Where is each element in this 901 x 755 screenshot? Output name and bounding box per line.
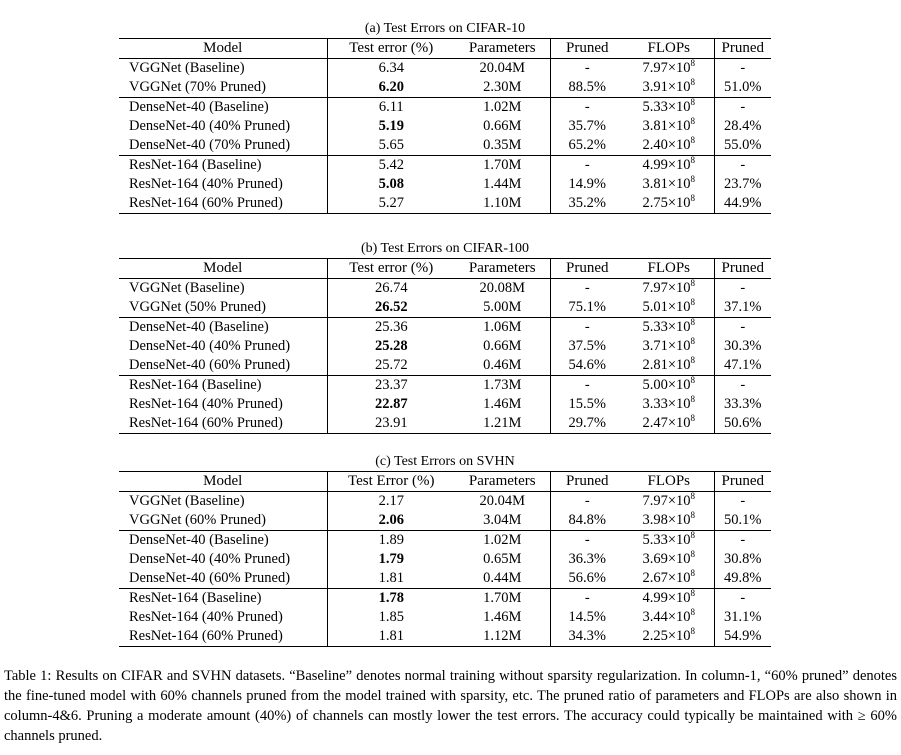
column-header: FLOPs xyxy=(624,259,714,279)
results-table xyxy=(119,38,771,214)
flops-exponent: 8 xyxy=(690,136,696,145)
flops-mantissa: 2.67 xyxy=(642,570,668,586)
flops-pruned-cell: - xyxy=(714,318,771,338)
parameters-cell: 0.44M xyxy=(455,569,550,589)
flops-exponent: 8 xyxy=(690,511,696,520)
flops-times: ×10 xyxy=(667,532,691,548)
flops-pruned-cell: - xyxy=(714,589,771,609)
flops-times: ×10 xyxy=(667,570,691,586)
flops-mantissa: 5.00 xyxy=(642,377,668,393)
flops-cell xyxy=(624,414,714,434)
params-pruned-cell: 34.3% xyxy=(550,627,624,647)
flops-exponent: 8 xyxy=(690,155,696,165)
params-pruned-cell: - xyxy=(584,60,590,76)
table-row xyxy=(119,550,771,569)
flops-pruned-cell: - xyxy=(740,60,746,76)
column-header: Pruned xyxy=(550,259,624,279)
parameters-cell: 3.04M xyxy=(455,511,550,531)
flops-exponent: 8 xyxy=(690,337,696,346)
flops-times: ×10 xyxy=(667,79,691,95)
flops-mantissa: 3.33 xyxy=(642,396,668,412)
column-header: Pruned xyxy=(714,259,771,279)
test-error-cell: 5.08 xyxy=(378,176,404,192)
test-error-cell: 26.74 xyxy=(374,280,408,296)
flops-cell xyxy=(624,356,714,376)
flops-pruned-cell: 50.6% xyxy=(714,414,771,434)
table-row xyxy=(119,298,771,318)
flops-mantissa: 3.69 xyxy=(642,551,668,567)
flops-exponent: 8 xyxy=(690,550,696,559)
params-pruned-cell: 36.3% xyxy=(568,551,606,567)
flops-cell xyxy=(624,59,714,79)
params-pruned-cell: 84.8% xyxy=(568,512,606,528)
flops-mantissa: 5.33 xyxy=(642,99,668,115)
flops-pruned-cell: 30.8% xyxy=(724,551,762,567)
flops-cell xyxy=(624,627,714,647)
test-error-cell: 1.89 xyxy=(327,531,455,551)
flops-cell xyxy=(624,492,714,512)
column-header: Parameters xyxy=(455,472,550,492)
flops-pruned-cell: - xyxy=(714,98,771,118)
flops-mantissa: 5.33 xyxy=(642,532,668,548)
flops-times: ×10 xyxy=(667,319,691,335)
column-header: Pruned xyxy=(714,472,771,492)
params-pruned-cell: - xyxy=(584,493,590,509)
parameters-cell: 1.46M xyxy=(455,395,550,414)
model-cell: ResNet-164 (Baseline) xyxy=(119,589,327,609)
table-row xyxy=(119,414,771,434)
column-header: Test error (%) xyxy=(327,259,455,279)
params-pruned-cell: 37.5% xyxy=(568,338,606,354)
model-cell: ResNet-164 (60% Pruned) xyxy=(119,414,327,434)
flops-pruned-cell: 30.3% xyxy=(724,338,762,354)
table-row xyxy=(119,318,771,338)
params-pruned-cell: 14.5% xyxy=(568,609,606,625)
parameters-cell: 0.46M xyxy=(455,356,550,376)
test-error-cell: 22.87 xyxy=(374,396,408,412)
params-pruned-cell: 15.5% xyxy=(568,396,606,412)
column-header: Model xyxy=(119,259,327,279)
table-title: (c) Test Errors on SVHN xyxy=(375,454,515,469)
column-header: Pruned xyxy=(714,39,771,59)
table-row xyxy=(119,376,771,396)
test-error-cell: 1.81 xyxy=(378,570,404,586)
flops-cell xyxy=(624,279,714,299)
model-cell: ResNet-164 (60% Pruned) xyxy=(119,627,327,647)
flops-times: ×10 xyxy=(667,157,691,173)
flops-cell xyxy=(624,395,714,414)
parameters-cell: 0.35M xyxy=(455,136,550,156)
column-header: FLOPs xyxy=(624,472,714,492)
params-pruned-cell: 56.6% xyxy=(568,570,606,586)
flops-mantissa: 3.81 xyxy=(642,176,668,192)
model-cell: ResNet-164 (40% Pruned) xyxy=(119,608,327,627)
model-cell: DenseNet-40 (70% Pruned) xyxy=(119,136,327,156)
params-pruned-cell: - xyxy=(550,589,624,609)
parameters-cell: 20.04M xyxy=(455,59,550,79)
flops-pruned-cell: - xyxy=(714,376,771,396)
flops-times: ×10 xyxy=(667,357,691,373)
parameters-cell: 0.65M xyxy=(455,550,550,569)
model-cell: DenseNet-40 (Baseline) xyxy=(119,98,327,118)
flops-pruned-cell: 33.3% xyxy=(724,396,762,412)
test-error-cell: 5.65 xyxy=(378,137,404,153)
flops-times: ×10 xyxy=(667,590,691,606)
header-row xyxy=(119,39,771,59)
flops-mantissa: 3.81 xyxy=(642,118,668,134)
flops-cell xyxy=(624,156,714,176)
model-cell: VGGNet (60% Pruned) xyxy=(119,511,327,531)
flops-pruned-cell: 47.1% xyxy=(724,357,762,373)
model-cell: VGGNet (Baseline) xyxy=(119,492,327,512)
flops-exponent: 8 xyxy=(690,298,696,307)
flops-pruned-cell: - xyxy=(714,156,771,176)
params-pruned-cell: - xyxy=(550,156,624,176)
flops-times: ×10 xyxy=(667,299,691,315)
flops-times: ×10 xyxy=(667,118,691,134)
parameters-cell: 1.02M xyxy=(455,98,550,118)
test-error-cell: 1.79 xyxy=(378,551,404,567)
params-pruned-cell: - xyxy=(550,98,624,118)
model-cell: DenseNet-40 (40% Pruned) xyxy=(119,550,327,569)
parameters-cell: 1.73M xyxy=(455,376,550,396)
flops-cell xyxy=(624,337,714,356)
column-header: Test Error (%) xyxy=(327,472,455,492)
parameters-cell: 1.10M xyxy=(455,194,550,214)
test-error-cell: 25.28 xyxy=(374,338,408,354)
flops-cell xyxy=(624,298,714,318)
flops-cell xyxy=(624,550,714,569)
test-error-cell: 2.17 xyxy=(378,493,404,509)
flops-cell xyxy=(624,78,714,98)
flops-mantissa: 2.75 xyxy=(642,195,668,211)
model-cell: ResNet-164 (60% Pruned) xyxy=(119,194,327,214)
table-row xyxy=(119,117,771,136)
flops-cell xyxy=(624,318,714,338)
table-row xyxy=(119,194,771,214)
table-row xyxy=(119,279,771,299)
params-pruned-cell: 14.9% xyxy=(568,176,606,192)
test-error-cell: 5.42 xyxy=(327,156,455,176)
table-row xyxy=(119,156,771,176)
parameters-cell: 1.02M xyxy=(455,531,550,551)
params-pruned-cell: 75.1% xyxy=(568,299,606,315)
flops-exponent: 8 xyxy=(690,395,696,404)
flops-mantissa: 3.98 xyxy=(642,512,668,528)
column-header: Test error (%) xyxy=(327,39,455,59)
flops-cell xyxy=(624,98,714,118)
table-cifar100 xyxy=(119,240,771,434)
params-pruned-cell: 88.5% xyxy=(568,79,606,95)
flops-pruned-cell: 51.0% xyxy=(724,79,762,95)
test-error-cell: 1.81 xyxy=(327,627,455,647)
parameters-cell: 20.08M xyxy=(455,279,550,299)
flops-cell xyxy=(624,589,714,609)
params-pruned-cell: 35.7% xyxy=(568,118,606,134)
flops-exponent: 8 xyxy=(690,78,696,87)
parameters-cell: 0.66M xyxy=(455,117,550,136)
flops-cell xyxy=(624,569,714,589)
flops-times: ×10 xyxy=(667,628,691,644)
flops-times: ×10 xyxy=(667,195,691,211)
params-pruned-cell: - xyxy=(550,318,624,338)
flops-exponent: 8 xyxy=(690,375,696,385)
table-row xyxy=(119,492,771,512)
flops-mantissa: 2.25 xyxy=(642,628,668,644)
flops-mantissa: 7.97 xyxy=(642,280,668,296)
test-error-cell: 23.91 xyxy=(327,414,455,434)
parameters-cell: 1.46M xyxy=(455,608,550,627)
test-error-cell: 5.27 xyxy=(327,194,455,214)
flops-exponent: 8 xyxy=(690,58,696,68)
table-row xyxy=(119,511,771,531)
flops-cell xyxy=(624,531,714,551)
model-cell: ResNet-164 (40% Pruned) xyxy=(119,175,327,194)
parameters-cell: 1.70M xyxy=(455,589,550,609)
table-row xyxy=(119,337,771,356)
test-error-cell: 23.37 xyxy=(327,376,455,396)
column-header: Parameters xyxy=(455,39,550,59)
flops-pruned-cell: 55.0% xyxy=(724,137,762,153)
table-row xyxy=(119,98,771,118)
table-cifar10 xyxy=(119,20,771,214)
flops-pruned-cell: - xyxy=(740,280,746,296)
model-cell: DenseNet-40 (60% Pruned) xyxy=(119,356,327,376)
table-row xyxy=(119,136,771,156)
parameters-cell: 1.06M xyxy=(455,318,550,338)
test-error-cell: 6.11 xyxy=(327,98,455,118)
flops-cell xyxy=(624,175,714,194)
flops-times: ×10 xyxy=(667,493,691,509)
model-cell: DenseNet-40 (60% Pruned) xyxy=(119,569,327,589)
parameters-cell: 1.44M xyxy=(455,175,550,194)
params-pruned-cell: - xyxy=(550,376,624,396)
column-header: FLOPs xyxy=(624,39,714,59)
flops-exponent: 8 xyxy=(690,175,696,184)
parameters-cell: 20.04M xyxy=(455,492,550,512)
flops-mantissa: 2.81 xyxy=(642,357,668,373)
flops-exponent: 8 xyxy=(690,317,696,327)
table-title: (b) Test Errors on CIFAR-100 xyxy=(360,241,530,256)
column-header: Model xyxy=(119,472,327,492)
model-cell: DenseNet-40 (40% Pruned) xyxy=(119,337,327,356)
flops-pruned-cell: - xyxy=(714,531,771,551)
table-row xyxy=(119,59,771,79)
flops-pruned-cell: 28.4% xyxy=(724,118,762,134)
flops-times: ×10 xyxy=(667,609,691,625)
params-pruned-cell: 35.2% xyxy=(550,194,624,214)
flops-cell xyxy=(624,376,714,396)
flops-cell xyxy=(624,136,714,156)
table-row xyxy=(119,395,771,414)
flops-exponent: 8 xyxy=(690,117,696,126)
flops-mantissa: 7.97 xyxy=(642,493,668,509)
flops-pruned-cell: 31.1% xyxy=(724,609,762,625)
results-table xyxy=(119,471,771,647)
flops-pruned-cell: 23.7% xyxy=(724,176,762,192)
flops-mantissa: 4.99 xyxy=(642,590,668,606)
parameters-cell: 5.00M xyxy=(455,298,550,318)
flops-times: ×10 xyxy=(667,137,691,153)
table-svhn xyxy=(119,453,771,647)
params-pruned-cell: - xyxy=(584,280,590,296)
test-error-cell: 1.85 xyxy=(378,609,404,625)
model-cell: ResNet-164 (Baseline) xyxy=(119,156,327,176)
table-row xyxy=(119,175,771,194)
parameters-cell: 1.70M xyxy=(455,156,550,176)
parameters-cell: 2.30M xyxy=(455,78,550,98)
params-pruned-cell: 29.7% xyxy=(550,414,624,434)
flops-exponent: 8 xyxy=(690,194,696,203)
parameters-cell: 0.66M xyxy=(455,337,550,356)
model-cell: DenseNet-40 (Baseline) xyxy=(119,318,327,338)
test-error-cell: 1.78 xyxy=(327,589,455,609)
flops-pruned-cell: 54.9% xyxy=(714,627,771,647)
flops-times: ×10 xyxy=(667,551,691,567)
table-row xyxy=(119,78,771,98)
flops-mantissa: 3.91 xyxy=(642,79,668,95)
flops-pruned-cell: 37.1% xyxy=(724,299,762,315)
model-cell: DenseNet-40 (40% Pruned) xyxy=(119,117,327,136)
flops-times: ×10 xyxy=(667,280,691,296)
column-header: Pruned xyxy=(550,39,624,59)
parameters-cell: 1.21M xyxy=(455,414,550,434)
flops-exponent: 8 xyxy=(690,588,696,598)
model-cell: VGGNet (Baseline) xyxy=(119,279,327,299)
results-table xyxy=(119,258,771,434)
flops-mantissa: 5.01 xyxy=(642,299,668,315)
test-error-cell: 6.20 xyxy=(378,79,404,95)
flops-times: ×10 xyxy=(667,396,691,412)
table-row xyxy=(119,627,771,647)
flops-exponent: 8 xyxy=(690,569,696,578)
test-error-cell: 26.52 xyxy=(374,299,408,315)
test-error-cell: 25.72 xyxy=(374,357,408,373)
flops-mantissa: 3.71 xyxy=(642,338,668,354)
flops-exponent: 8 xyxy=(690,278,696,288)
model-cell: ResNet-164 (Baseline) xyxy=(119,376,327,396)
table-row xyxy=(119,569,771,589)
flops-times: ×10 xyxy=(667,415,691,431)
model-cell: VGGNet (70% Pruned) xyxy=(119,78,327,98)
flops-mantissa: 2.47 xyxy=(642,415,668,431)
flops-exponent: 8 xyxy=(690,491,696,501)
column-header: Parameters xyxy=(455,259,550,279)
flops-pruned-cell: 50.1% xyxy=(724,512,762,528)
test-error-cell: 25.36 xyxy=(327,318,455,338)
flops-cell xyxy=(624,511,714,531)
table-title: (a) Test Errors on CIFAR-10 xyxy=(364,21,526,36)
flops-mantissa: 3.44 xyxy=(642,609,668,625)
flops-exponent: 8 xyxy=(690,414,696,423)
table-row xyxy=(119,589,771,609)
test-error-cell: 6.34 xyxy=(378,60,404,76)
flops-mantissa: 5.33 xyxy=(642,319,668,335)
flops-times: ×10 xyxy=(667,99,691,115)
flops-exponent: 8 xyxy=(690,530,696,540)
flops-times: ×10 xyxy=(667,377,691,393)
model-cell: VGGNet (50% Pruned) xyxy=(119,298,327,318)
model-cell: DenseNet-40 (Baseline) xyxy=(119,531,327,551)
table-caption: Table 1: Results on CIFAR and SVHN datasets. “Baseline” denotes normal training without sparsity regularization. In column-1, “60% pruned” denotes the fine-tuned model with 60% channels pruned from the model trained with sparsity, etc. The pruned ratio of parameters and FLOPs are also shown in column-4&6. Pruning a moderate amount (40%) of channels can mostly lower the test errors. The accuracy could typically be maintained with ≥ 60% channels pruned. xyxy=(4,668,897,744)
test-error-cell: 5.19 xyxy=(378,118,404,134)
flops-pruned-cell: 44.9% xyxy=(714,194,771,214)
flops-times: ×10 xyxy=(667,338,691,354)
flops-exponent: 8 xyxy=(690,97,696,107)
column-header: Model xyxy=(119,39,327,59)
flops-exponent: 8 xyxy=(690,627,696,636)
params-pruned-cell: 65.2% xyxy=(568,137,606,153)
table-row xyxy=(119,608,771,627)
flops-exponent: 8 xyxy=(690,356,696,365)
header-row xyxy=(119,472,771,492)
params-pruned-cell: 54.6% xyxy=(568,357,606,373)
flops-times: ×10 xyxy=(667,512,691,528)
params-pruned-cell: - xyxy=(550,531,624,551)
table-row xyxy=(119,531,771,551)
parameters-cell: 1.12M xyxy=(455,627,550,647)
header-row xyxy=(119,259,771,279)
flops-cell xyxy=(624,194,714,214)
table-row xyxy=(119,356,771,376)
flops-cell xyxy=(624,117,714,136)
flops-mantissa: 4.99 xyxy=(642,157,668,173)
flops-exponent: 8 xyxy=(690,608,696,617)
flops-cell xyxy=(624,608,714,627)
model-cell: VGGNet (Baseline) xyxy=(119,59,327,79)
test-error-cell: 2.06 xyxy=(378,512,404,528)
flops-pruned-cell: - xyxy=(740,493,746,509)
flops-times: ×10 xyxy=(667,176,691,192)
flops-pruned-cell: 49.8% xyxy=(724,570,762,586)
flops-mantissa: 2.40 xyxy=(642,137,668,153)
flops-mantissa: 7.97 xyxy=(642,60,668,76)
column-header: Pruned xyxy=(550,472,624,492)
model-cell: ResNet-164 (40% Pruned) xyxy=(119,395,327,414)
flops-times: ×10 xyxy=(667,60,691,76)
